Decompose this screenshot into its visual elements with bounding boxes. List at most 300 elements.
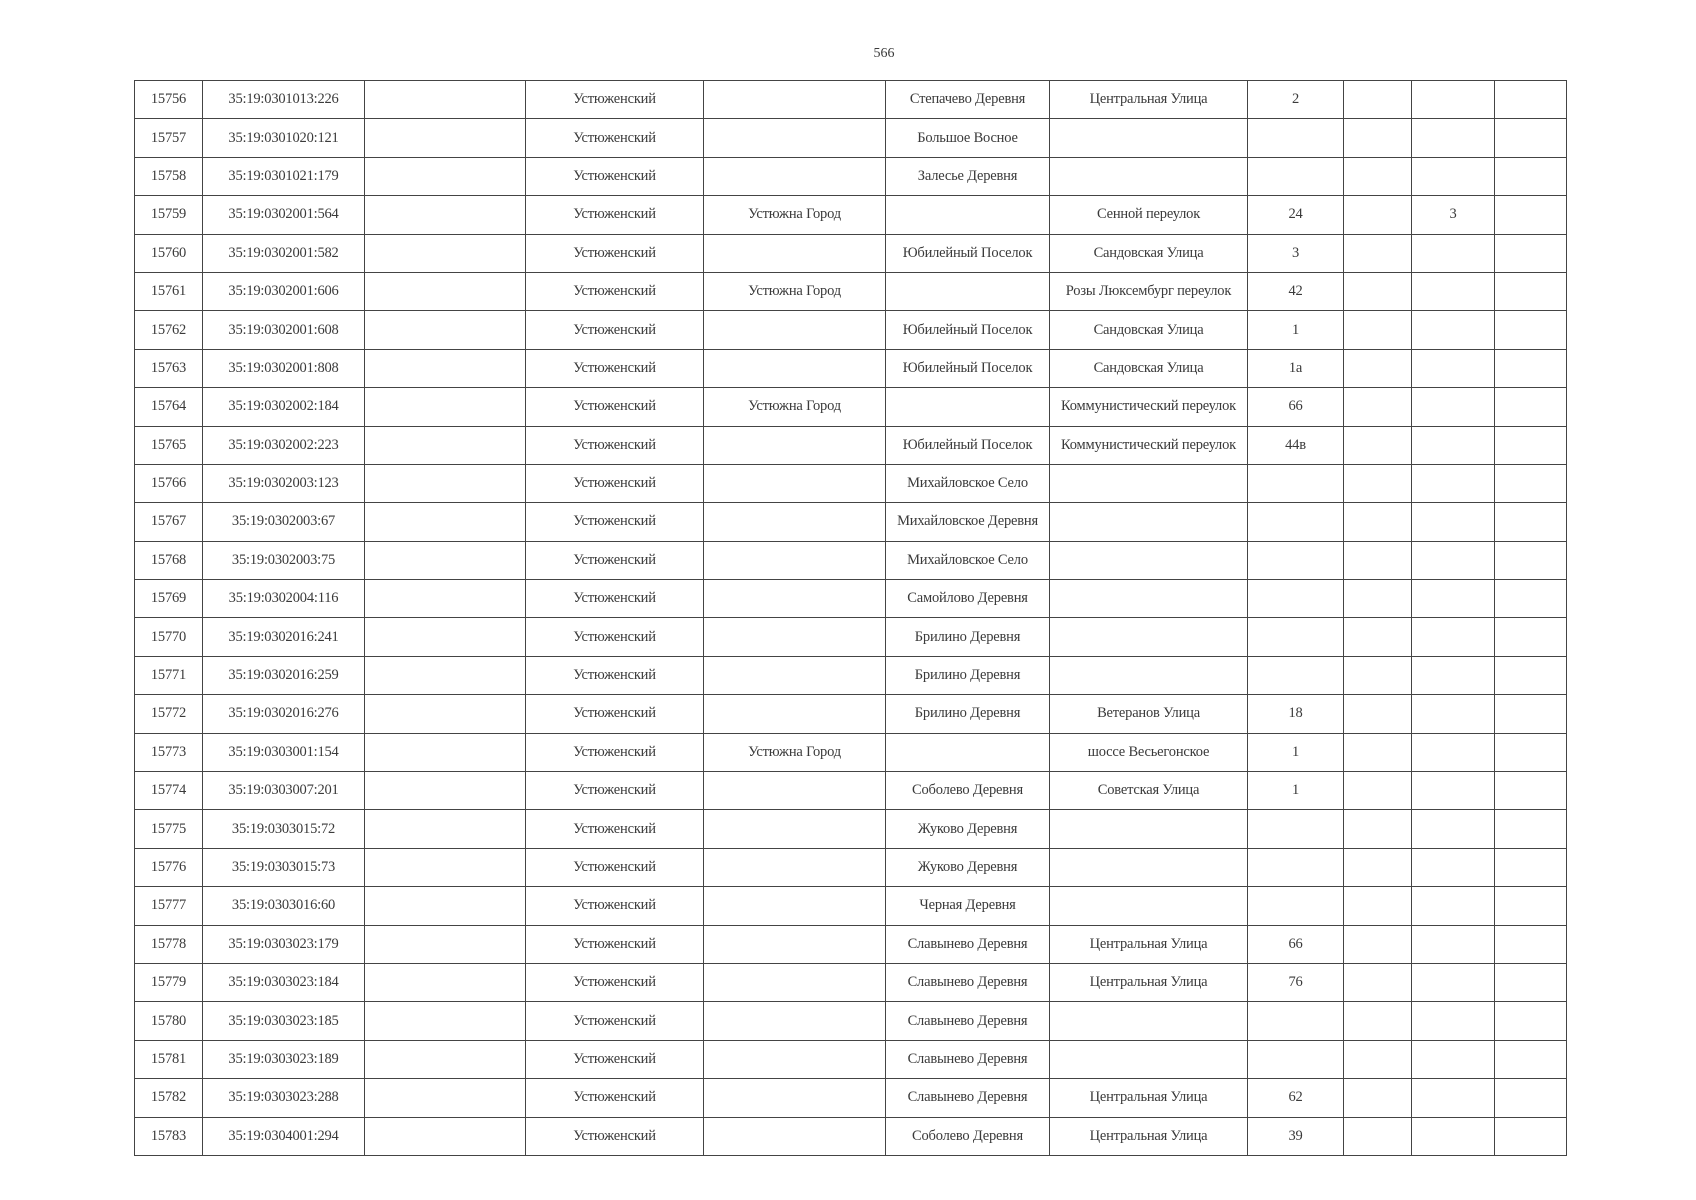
city-cell: [704, 234, 886, 272]
street-cell: [1050, 887, 1248, 925]
table-row: [135, 81, 1567, 119]
street-cell: [1050, 157, 1248, 195]
extra-cell: [1495, 733, 1567, 771]
building-cell: [1344, 656, 1412, 694]
building-cell: [1344, 695, 1412, 733]
extra-cell: [1495, 1040, 1567, 1078]
district-cell: Устюженский: [526, 580, 704, 618]
extra-cell: [1495, 311, 1567, 349]
table-row: [135, 618, 1567, 656]
city-cell: [704, 1040, 886, 1078]
table-row: [135, 196, 1567, 234]
building-cell: [1344, 618, 1412, 656]
apartment-cell: [1412, 656, 1495, 694]
house-number-cell: [1248, 887, 1344, 925]
city-cell: [704, 157, 886, 195]
empty-cell: [365, 388, 526, 426]
row-number-cell: 15768: [135, 541, 203, 579]
district-cell: Устюженский: [526, 618, 704, 656]
house-number-cell: 1: [1248, 772, 1344, 810]
empty-cell: [365, 157, 526, 195]
city-cell: [704, 1117, 886, 1155]
table-row: [135, 925, 1567, 963]
settlement-cell: Славынево Деревня: [886, 1079, 1050, 1117]
row-number-cell: 15780: [135, 1002, 203, 1040]
extra-cell: [1495, 963, 1567, 1001]
row-number-cell: 15765: [135, 426, 203, 464]
apartment-cell: [1412, 810, 1495, 848]
empty-cell: [365, 81, 526, 119]
cadastral-number-cell: 35:19:0304001:294: [203, 1117, 365, 1155]
row-number-cell: 15757: [135, 119, 203, 157]
district-cell: Устюженский: [526, 848, 704, 886]
apartment-cell: [1412, 272, 1495, 310]
settlement-cell: Юбилейный Поселок: [886, 311, 1050, 349]
street-cell: Центральная Улица: [1050, 81, 1248, 119]
settlement-cell: Большое Восное: [886, 119, 1050, 157]
city-cell: [704, 464, 886, 502]
extra-cell: [1495, 234, 1567, 272]
row-number-cell: 15760: [135, 234, 203, 272]
settlement-cell: Михайловское Село: [886, 464, 1050, 502]
row-number-cell: 15770: [135, 618, 203, 656]
city-cell: Устюжна Город: [704, 388, 886, 426]
district-cell: Устюженский: [526, 963, 704, 1001]
apartment-cell: [1412, 464, 1495, 502]
row-number-cell: 15782: [135, 1079, 203, 1117]
street-cell: Сандовская Улица: [1050, 311, 1248, 349]
district-cell: Устюженский: [526, 272, 704, 310]
cadastral-number-cell: 35:19:0303023:288: [203, 1079, 365, 1117]
settlement-cell: Соболево Деревня: [886, 1117, 1050, 1155]
building-cell: [1344, 196, 1412, 234]
street-cell: [1050, 464, 1248, 502]
extra-cell: [1495, 772, 1567, 810]
street-cell: [1050, 1040, 1248, 1078]
empty-cell: [365, 772, 526, 810]
district-cell: Устюженский: [526, 772, 704, 810]
cadastral-number-cell: 35:19:0303001:154: [203, 733, 365, 771]
settlement-cell: Брилино Деревня: [886, 618, 1050, 656]
empty-cell: [365, 1040, 526, 1078]
settlement-cell: Жуково Деревня: [886, 848, 1050, 886]
house-number-cell: [1248, 503, 1344, 541]
city-cell: [704, 618, 886, 656]
house-number-cell: 62: [1248, 1079, 1344, 1117]
city-cell: [704, 119, 886, 157]
empty-cell: [365, 925, 526, 963]
cadastral-number-cell: 35:19:0303023:184: [203, 963, 365, 1001]
street-cell: Сандовская Улица: [1050, 234, 1248, 272]
cadastral-number-cell: 35:19:0303016:60: [203, 887, 365, 925]
settlement-cell: Брилино Деревня: [886, 656, 1050, 694]
house-number-cell: [1248, 157, 1344, 195]
building-cell: [1344, 81, 1412, 119]
cadastral-number-cell: 35:19:0302002:184: [203, 388, 365, 426]
apartment-cell: [1412, 580, 1495, 618]
city-cell: [704, 580, 886, 618]
building-cell: [1344, 541, 1412, 579]
district-cell: Устюженский: [526, 157, 704, 195]
city-cell: Устюжна Город: [704, 733, 886, 771]
house-number-cell: [1248, 464, 1344, 502]
house-number-cell: [1248, 1002, 1344, 1040]
district-cell: Устюженский: [526, 925, 704, 963]
settlement-cell: [886, 196, 1050, 234]
district-cell: Устюженский: [526, 426, 704, 464]
district-cell: Устюженский: [526, 81, 704, 119]
building-cell: [1344, 772, 1412, 810]
extra-cell: [1495, 925, 1567, 963]
property-register-table: [134, 80, 1567, 1156]
building-cell: [1344, 848, 1412, 886]
row-number-cell: 15783: [135, 1117, 203, 1155]
building-cell: [1344, 464, 1412, 502]
apartment-cell: [1412, 119, 1495, 157]
house-number-cell: [1248, 580, 1344, 618]
row-number-cell: 15779: [135, 963, 203, 1001]
extra-cell: [1495, 618, 1567, 656]
building-cell: [1344, 311, 1412, 349]
apartment-cell: [1412, 157, 1495, 195]
extra-cell: [1495, 272, 1567, 310]
settlement-cell: Юбилейный Поселок: [886, 426, 1050, 464]
empty-cell: [365, 464, 526, 502]
row-number-cell: 15771: [135, 656, 203, 694]
apartment-cell: [1412, 1079, 1495, 1117]
table-row: [135, 963, 1567, 1001]
street-cell: [1050, 503, 1248, 541]
building-cell: [1344, 733, 1412, 771]
house-number-cell: [1248, 1040, 1344, 1078]
extra-cell: [1495, 695, 1567, 733]
table-row: [135, 272, 1567, 310]
settlement-cell: Юбилейный Поселок: [886, 349, 1050, 387]
settlement-cell: Залесье Деревня: [886, 157, 1050, 195]
table-row: [135, 580, 1567, 618]
house-number-cell: 39: [1248, 1117, 1344, 1155]
city-cell: [704, 503, 886, 541]
cadastral-number-cell: 35:19:0302001:808: [203, 349, 365, 387]
table-body: [135, 81, 1567, 1156]
district-cell: Устюженский: [526, 119, 704, 157]
city-cell: [704, 848, 886, 886]
table-row: [135, 1002, 1567, 1040]
house-number-cell: 1а: [1248, 349, 1344, 387]
cadastral-number-cell: 35:19:0303023:185: [203, 1002, 365, 1040]
apartment-cell: [1412, 426, 1495, 464]
empty-cell: [365, 196, 526, 234]
extra-cell: [1495, 81, 1567, 119]
apartment-cell: [1412, 887, 1495, 925]
table-row: [135, 541, 1567, 579]
settlement-cell: [886, 272, 1050, 310]
settlement-cell: Черная Деревня: [886, 887, 1050, 925]
street-cell: Центральная Улица: [1050, 1079, 1248, 1117]
extra-cell: [1495, 157, 1567, 195]
table-row: [135, 311, 1567, 349]
row-number-cell: 15775: [135, 810, 203, 848]
city-cell: [704, 1079, 886, 1117]
building-cell: [1344, 1079, 1412, 1117]
street-cell: [1050, 848, 1248, 886]
row-number-cell: 15761: [135, 272, 203, 310]
settlement-cell: Славынево Деревня: [886, 963, 1050, 1001]
apartment-cell: [1412, 349, 1495, 387]
building-cell: [1344, 925, 1412, 963]
building-cell: [1344, 887, 1412, 925]
cadastral-number-cell: 35:19:0303015:73: [203, 848, 365, 886]
table-row: [135, 1117, 1567, 1155]
extra-cell: [1495, 810, 1567, 848]
row-number-cell: 15766: [135, 464, 203, 502]
settlement-cell: [886, 388, 1050, 426]
extra-cell: [1495, 1079, 1567, 1117]
house-number-cell: 1: [1248, 311, 1344, 349]
city-cell: [704, 810, 886, 848]
city-cell: [704, 772, 886, 810]
district-cell: Устюженский: [526, 234, 704, 272]
empty-cell: [365, 848, 526, 886]
street-cell: Советская Улица: [1050, 772, 1248, 810]
extra-cell: [1495, 541, 1567, 579]
cadastral-number-cell: 35:19:0302003:75: [203, 541, 365, 579]
cadastral-number-cell: 35:19:0301020:121: [203, 119, 365, 157]
apartment-cell: [1412, 81, 1495, 119]
building-cell: [1344, 157, 1412, 195]
street-cell: Коммунистический переулок: [1050, 426, 1248, 464]
table-row: [135, 695, 1567, 733]
extra-cell: [1495, 656, 1567, 694]
street-cell: [1050, 580, 1248, 618]
empty-cell: [365, 1079, 526, 1117]
building-cell: [1344, 1002, 1412, 1040]
settlement-cell: Славынево Деревня: [886, 925, 1050, 963]
row-number-cell: 15762: [135, 311, 203, 349]
settlement-cell: Юбилейный Поселок: [886, 234, 1050, 272]
district-cell: Устюженский: [526, 1002, 704, 1040]
row-number-cell: 15772: [135, 695, 203, 733]
row-number-cell: 15756: [135, 81, 203, 119]
city-cell: [704, 925, 886, 963]
house-number-cell: [1248, 119, 1344, 157]
settlement-cell: Самойлово Деревня: [886, 580, 1050, 618]
city-cell: [704, 426, 886, 464]
house-number-cell: 42: [1248, 272, 1344, 310]
settlement-cell: Славынево Деревня: [886, 1002, 1050, 1040]
house-number-cell: 66: [1248, 388, 1344, 426]
city-cell: [704, 349, 886, 387]
row-number-cell: 15777: [135, 887, 203, 925]
row-number-cell: 15759: [135, 196, 203, 234]
page-number: 566: [873, 46, 895, 61]
building-cell: [1344, 272, 1412, 310]
cadastral-number-cell: 35:19:0301021:179: [203, 157, 365, 195]
house-number-cell: [1248, 541, 1344, 579]
house-number-cell: 44в: [1248, 426, 1344, 464]
cadastral-number-cell: 35:19:0302016:276: [203, 695, 365, 733]
extra-cell: [1495, 887, 1567, 925]
apartment-cell: [1412, 733, 1495, 771]
empty-cell: [365, 887, 526, 925]
settlement-cell: Славынево Деревня: [886, 1040, 1050, 1078]
settlement-cell: Михайловское Деревня: [886, 503, 1050, 541]
city-cell: [704, 656, 886, 694]
settlement-cell: Степачево Деревня: [886, 81, 1050, 119]
district-cell: Устюженский: [526, 656, 704, 694]
apartment-cell: [1412, 695, 1495, 733]
empty-cell: [365, 234, 526, 272]
street-cell: [1050, 656, 1248, 694]
apartment-cell: [1412, 388, 1495, 426]
city-cell: Устюжна Город: [704, 196, 886, 234]
district-cell: Устюженский: [526, 1040, 704, 1078]
apartment-cell: [1412, 503, 1495, 541]
table-row: [135, 234, 1567, 272]
cadastral-number-cell: 35:19:0302001:564: [203, 196, 365, 234]
district-cell: Устюженский: [526, 464, 704, 502]
house-number-cell: 66: [1248, 925, 1344, 963]
street-cell: шоссе Весьегонское: [1050, 733, 1248, 771]
street-cell: Розы Люксембург переулок: [1050, 272, 1248, 310]
district-cell: Устюженский: [526, 541, 704, 579]
cadastral-number-cell: 35:19:0303023:179: [203, 925, 365, 963]
district-cell: Устюженский: [526, 1117, 704, 1155]
empty-cell: [365, 733, 526, 771]
table-row: [135, 349, 1567, 387]
building-cell: [1344, 963, 1412, 1001]
cadastral-number-cell: 35:19:0303023:189: [203, 1040, 365, 1078]
empty-cell: [365, 963, 526, 1001]
building-cell: [1344, 349, 1412, 387]
city-cell: [704, 541, 886, 579]
house-number-cell: [1248, 810, 1344, 848]
apartment-cell: [1412, 1040, 1495, 1078]
street-cell: Сандовская Улица: [1050, 349, 1248, 387]
cadastral-number-cell: 35:19:0302001:582: [203, 234, 365, 272]
apartment-cell: [1412, 311, 1495, 349]
house-number-cell: 76: [1248, 963, 1344, 1001]
table-row: [135, 503, 1567, 541]
house-number-cell: [1248, 656, 1344, 694]
settlement-cell: [886, 733, 1050, 771]
building-cell: [1344, 1117, 1412, 1155]
building-cell: [1344, 1040, 1412, 1078]
table-row: [135, 388, 1567, 426]
district-cell: Устюженский: [526, 349, 704, 387]
street-cell: Центральная Улица: [1050, 1117, 1248, 1155]
table-row: [135, 157, 1567, 195]
empty-cell: [365, 656, 526, 694]
street-cell: Сенной переулок: [1050, 196, 1248, 234]
apartment-cell: [1412, 963, 1495, 1001]
cadastral-number-cell: 35:19:0302003:67: [203, 503, 365, 541]
cadastral-number-cell: 35:19:0302004:116: [203, 580, 365, 618]
city-cell: [704, 311, 886, 349]
house-number-cell: 18: [1248, 695, 1344, 733]
empty-cell: [365, 426, 526, 464]
apartment-cell: [1412, 234, 1495, 272]
extra-cell: [1495, 196, 1567, 234]
table-row: [135, 733, 1567, 771]
row-number-cell: 15763: [135, 349, 203, 387]
settlement-cell: Михайловское Село: [886, 541, 1050, 579]
street-cell: [1050, 119, 1248, 157]
table-row: [135, 119, 1567, 157]
district-cell: Устюженский: [526, 196, 704, 234]
apartment-cell: [1412, 1002, 1495, 1040]
table-row: [135, 426, 1567, 464]
district-cell: Устюженский: [526, 1079, 704, 1117]
district-cell: Устюженский: [526, 810, 704, 848]
city-cell: [704, 695, 886, 733]
cadastral-number-cell: 35:19:0302001:608: [203, 311, 365, 349]
house-number-cell: 24: [1248, 196, 1344, 234]
row-number-cell: 15769: [135, 580, 203, 618]
empty-cell: [365, 695, 526, 733]
building-cell: [1344, 426, 1412, 464]
row-number-cell: 15764: [135, 388, 203, 426]
empty-cell: [365, 580, 526, 618]
apartment-cell: [1412, 772, 1495, 810]
district-cell: Устюженский: [526, 503, 704, 541]
apartment-cell: 3: [1412, 196, 1495, 234]
cadastral-number-cell: 35:19:0301013:226: [203, 81, 365, 119]
house-number-cell: 3: [1248, 234, 1344, 272]
street-cell: [1050, 1002, 1248, 1040]
empty-cell: [365, 503, 526, 541]
house-number-cell: [1248, 618, 1344, 656]
extra-cell: [1495, 388, 1567, 426]
table-row: [135, 656, 1567, 694]
cadastral-number-cell: 35:19:0302002:223: [203, 426, 365, 464]
district-cell: Устюженский: [526, 388, 704, 426]
apartment-cell: [1412, 848, 1495, 886]
cadastral-number-cell: 35:19:0302016:241: [203, 618, 365, 656]
house-number-cell: 2: [1248, 81, 1344, 119]
table-row: [135, 848, 1567, 886]
cadastral-number-cell: 35:19:0302003:123: [203, 464, 365, 502]
street-cell: Коммунистический переулок: [1050, 388, 1248, 426]
empty-cell: [365, 618, 526, 656]
street-cell: Ветеранов Улица: [1050, 695, 1248, 733]
building-cell: [1344, 810, 1412, 848]
district-cell: Устюженский: [526, 887, 704, 925]
empty-cell: [365, 541, 526, 579]
settlement-cell: Жуково Деревня: [886, 810, 1050, 848]
district-cell: Устюженский: [526, 695, 704, 733]
building-cell: [1344, 388, 1412, 426]
row-number-cell: 15773: [135, 733, 203, 771]
street-cell: [1050, 541, 1248, 579]
street-cell: Центральная Улица: [1050, 925, 1248, 963]
city-cell: Устюжна Город: [704, 272, 886, 310]
extra-cell: [1495, 426, 1567, 464]
building-cell: [1344, 503, 1412, 541]
table-row: [135, 810, 1567, 848]
empty-cell: [365, 311, 526, 349]
street-cell: [1050, 618, 1248, 656]
empty-cell: [365, 1002, 526, 1040]
city-cell: [704, 1002, 886, 1040]
extra-cell: [1495, 349, 1567, 387]
row-number-cell: 15774: [135, 772, 203, 810]
apartment-cell: [1412, 1117, 1495, 1155]
extra-cell: [1495, 503, 1567, 541]
row-number-cell: 15781: [135, 1040, 203, 1078]
building-cell: [1344, 580, 1412, 618]
city-cell: [704, 963, 886, 1001]
